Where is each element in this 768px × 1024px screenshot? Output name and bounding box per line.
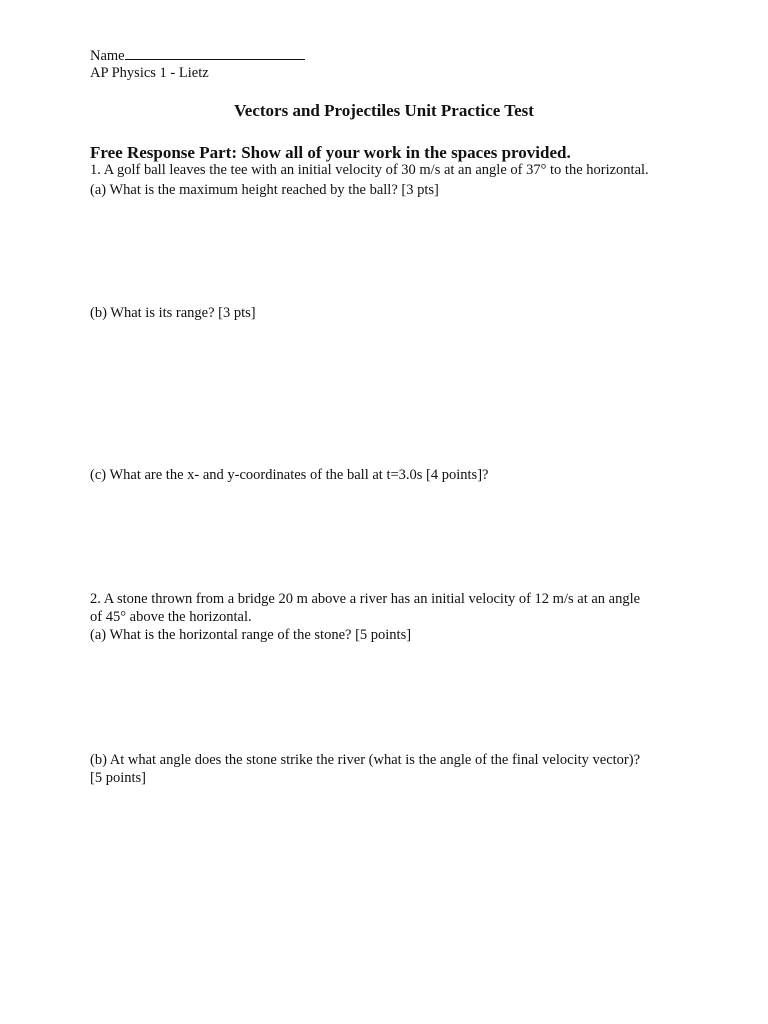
question-1-prompt: 1. A golf ball leaves the tee with an initial velocity of 30 m/s at an angle of 37° to the horizontal. xyxy=(90,162,649,178)
name-blank xyxy=(125,47,305,60)
page-title: Vectors and Projectiles Unit Practice Test xyxy=(234,101,534,120)
question-2-prompt-line2: of 45° above the horizontal. xyxy=(90,609,252,625)
question-1b: (b) What is its range? [3 pts] xyxy=(90,305,256,321)
course-label: AP Physics 1 - Lietz xyxy=(90,65,209,81)
name-label: Name xyxy=(90,48,125,64)
question-1c: (c) What are the x- and y-coordinates of the ball at t=3.0s [4 points]? xyxy=(90,467,489,483)
question-2-prompt-line1: 2. A stone thrown from a bridge 20 m above a river has an initial velocity of 12 m/s at an angle xyxy=(90,591,641,607)
name-field-line xyxy=(90,47,305,65)
question-2b-line2: [5 points] xyxy=(90,770,146,786)
section-heading: Free Response Part: Show all of your work in the spaces provided. xyxy=(90,143,571,162)
question-2a: (a) What is the horizontal range of the stone? [5 points] xyxy=(90,627,412,643)
question-1a: (a) What is the maximum height reached by the ball? [3 pts] xyxy=(90,182,439,198)
question-2b-line1: (b) At what angle does the stone strike the river (what is the angle of the final velocity vector)? xyxy=(90,752,641,768)
